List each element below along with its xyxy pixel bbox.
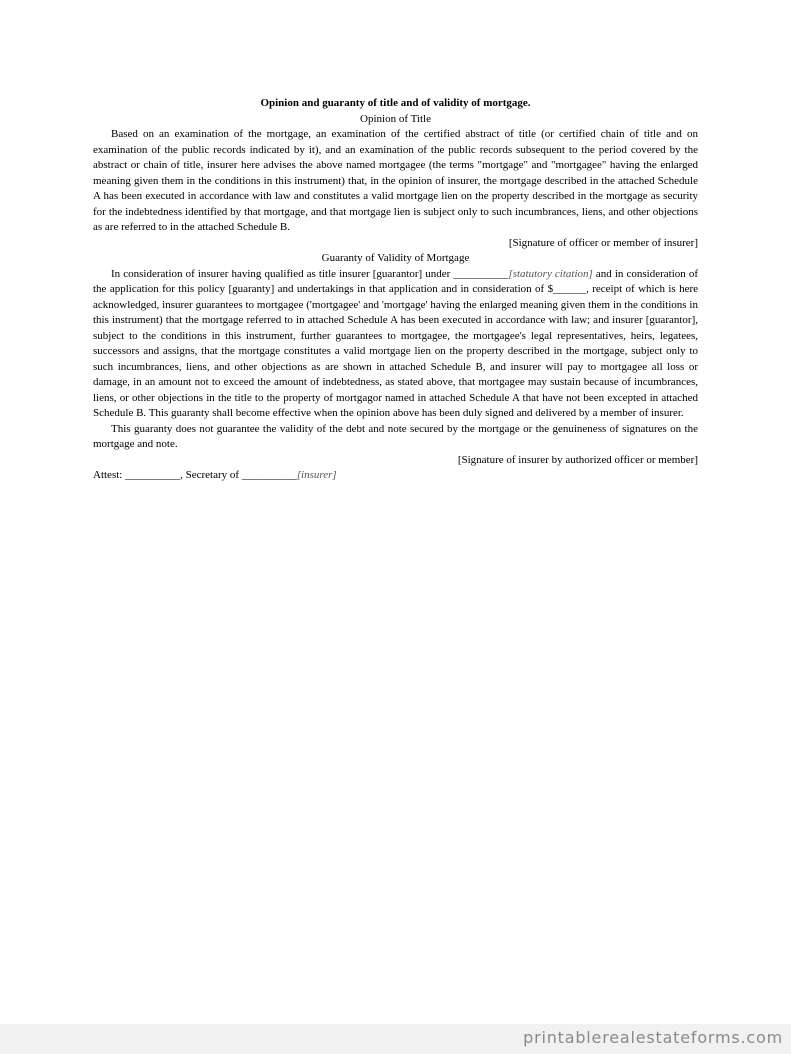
document-page xyxy=(93,96,698,484)
section-heading-guaranty: Guaranty of Validity of Mortgage xyxy=(321,252,470,264)
insurer-placeholder: [insurer] xyxy=(296,469,337,481)
site-watermark: printablerealestateforms.com xyxy=(523,1028,783,1047)
guaranty-paragraph xyxy=(93,267,698,422)
guaranty-text-start: In consideration of insurer having qualified as title insurer [guarantor] under __________ xyxy=(111,267,509,280)
attest-line xyxy=(93,468,698,484)
opinion-paragraph: Based on an examination of the mortgage, an examination of the certified abstract of title (or certified chain of title and on examination of the public records indicated by it), and an examination of the public records subsequent to the period covered by the abstract or chain of title, insurer here advises the above named mortgagee (the terms "mortgage" and "mortgagee" having the enlarged meaning given them in the conditions in this instrument) that, in the opinion of insurer, the mortgage described in the attached Schedule A has been executed in accordance with law and constitutes a valid mortgage lien on the property described in the mortgage as security for the indebtedness identified by that mortgage, and that mortgage lien is subject only to such incumbrances, liens, and other objections as are referred to in the attached Schedule B. xyxy=(93,128,698,233)
guaranty-text-rest: and in consideration of the application for this policy [guaranty] and undertakings in that application and in consideration of $______, receipt of which is here acknowledged, insurer guarantees to mortgagee ('mortgagee' and 'mortgage' having the enlarged meaning given them in the conditions in this instrument) that the mortgage referred to in attached Schedule A has been executed in accordance with law; and insurer [guarantor], subject to the conditions in this instrument, further guarantees to mortgagee, the mortgagee's legal representatives, heirs, legatees, successors and assigns, that the mortgage constitutes a valid mortgage lien on the property described in the mortgage, subject only to such incumbrances, liens, and other objections as are shown in attached Schedule B, and insurer will pay to mortgagee all loss or damage, in an amount not to exceed the amount of indebtedness, as stated above, that mortgagee may sustain because of incumbrances, liens, or other objections in the title to the property of mortgagor named in attached Schedule A that have not been excepted in attached Schedule B. This guaranty shall become effective when the opinion above has been duly signed and delivered by a member of insurer. xyxy=(93,267,699,419)
footer-bar xyxy=(0,1024,791,1054)
document-title: Opinion and guaranty of title and of validity of mortgage. xyxy=(260,97,531,109)
officer-signature-line: [Signature of officer or member of insurer] xyxy=(508,236,698,249)
attest-text: Attest: __________, Secretary of __________ xyxy=(93,469,297,481)
disclaimer-paragraph: This guaranty does not guarantee the validity of the debt and note secured by the mortgage or the genuineness of signatures on the mortgage and note. xyxy=(93,422,698,450)
insurer-signature-line: [Signature of insurer by authorized officer or member] xyxy=(457,453,698,466)
section-heading-opinion: Opinion of Title xyxy=(360,112,431,125)
statutory-citation-placeholder: [statutory citation] xyxy=(508,267,593,280)
